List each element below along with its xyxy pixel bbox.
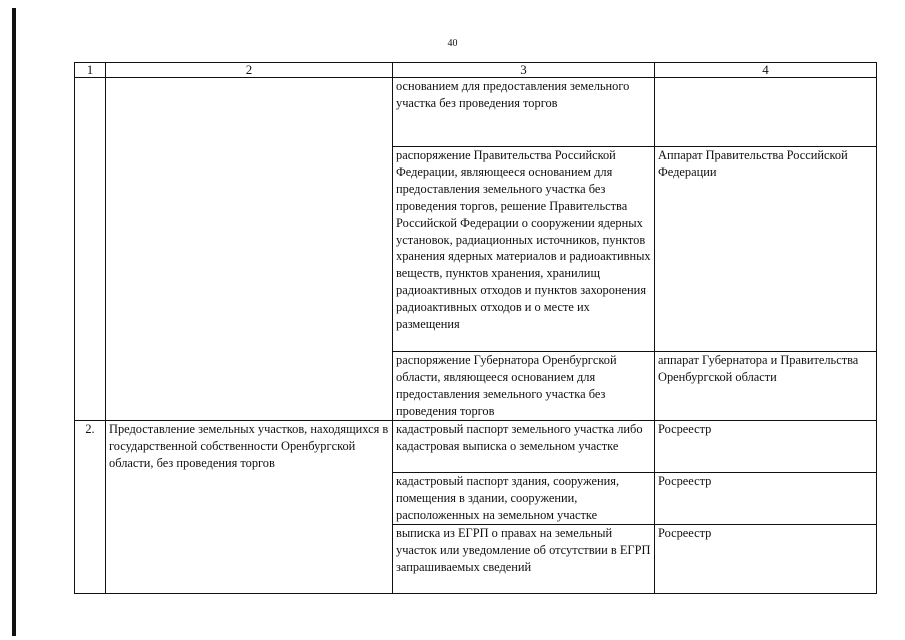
header-col-1: 1 [75,63,106,78]
required-document: кадастровый паспорт здания, сооружения, помещения в здании, сооружении, расположенных на земельном участке [393,473,655,525]
service-name: Предоставление земельных участков, находящихся в государственной собственности Оренбургской области, без проведения торгов [106,421,393,594]
document-table [74,62,877,594]
left-margin-bar [12,8,16,636]
header-col-2: 2 [106,63,393,78]
table-header-row [75,63,877,78]
required-document: кадастровый паспорт земельного участка либо кадастровая выписка о земельном участке [393,421,655,473]
table-row [75,421,877,473]
cont-number-cell [75,78,106,421]
cont-service-cell [106,78,393,421]
required-document: выписка из ЕГРП о правах на земельный участок или уведомление об отсутствии в ЕГРП запрашиваемых сведений [393,525,655,594]
header-col-4: 4 [655,63,877,78]
header-col-3: 3 [393,63,655,78]
cont-doc-cell: распоряжение Губернатора Оренбургской области, являющееся основанием для предоставления земельного участка без проведения торгов [393,352,655,421]
issuing-agency: Росреестр [655,421,877,473]
cont-agency-cell: Аппарат Правительства Российской Федерации [655,147,877,352]
cont-agency-cell: аппарат Губернатора и Правительства Оренбургской области [655,352,877,421]
issuing-agency: Росреестр [655,525,877,594]
table-row [75,78,877,147]
page-number: 40 [447,38,458,49]
cont-agency-cell [655,78,877,147]
cont-doc-cell: основанием для предоставления земельного участка без проведения торгов [393,78,655,147]
issuing-agency: Росреестр [655,473,877,525]
row-number: 2. [75,421,106,594]
cont-doc-cell: распоряжение Правительства Российской Федерации, являющееся основанием для предоставления земельного участка без проведения торгов, решение Правительства Российской Федерации о сооружении ядерных установок, радиационных источников, пунктов хранения ядерных материалов и радиоактивных веществ, пунктов хранения, хранилищ радиоактивных отходов и пунктов захоронения радиоактивных отходов и о месте их размещения [393,147,655,352]
